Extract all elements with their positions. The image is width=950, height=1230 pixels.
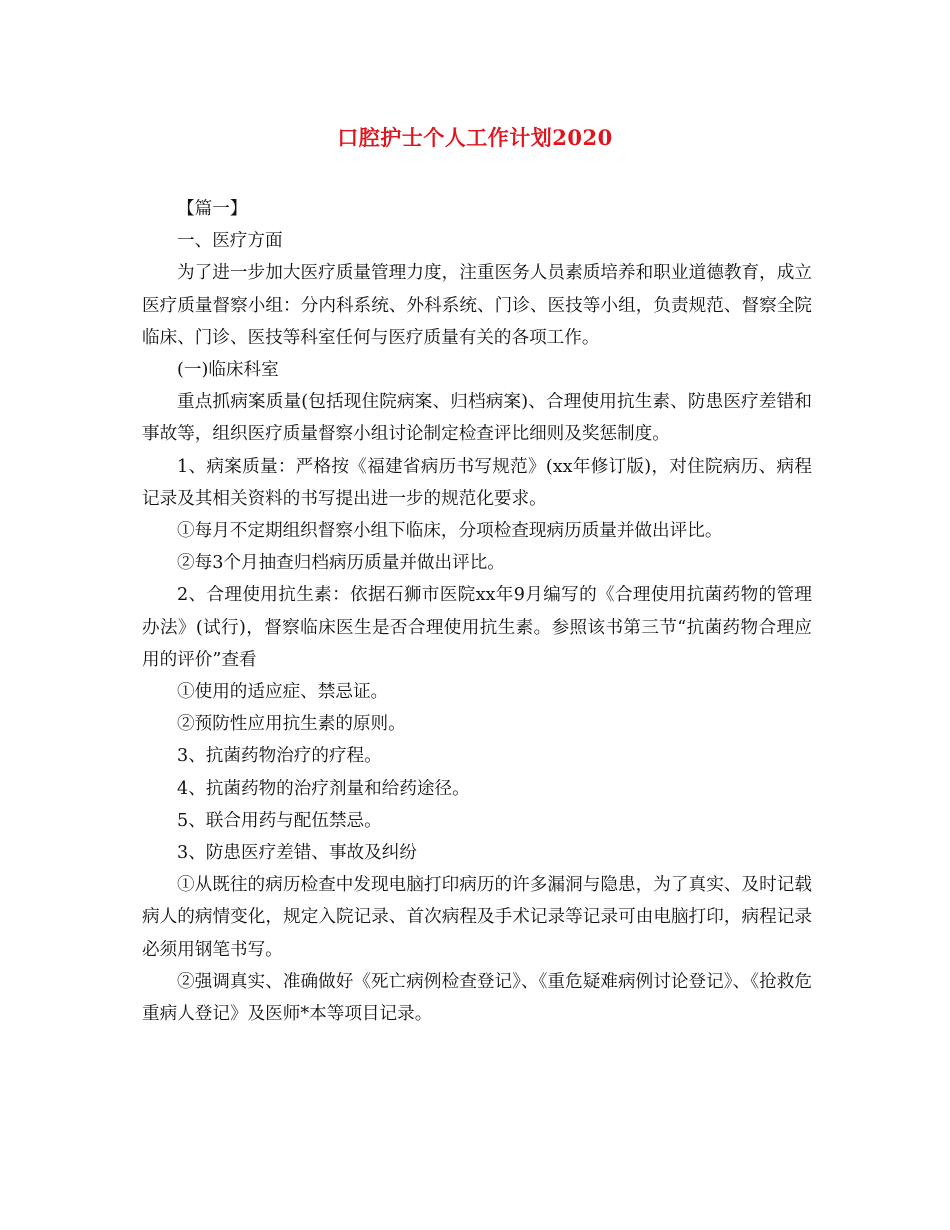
document-body	[142, 193, 812, 1030]
subsection-heading: 3、防患医疗差错、事故及纠纷	[177, 843, 417, 864]
document-title: 口腔护士个人工作计划2020	[337, 125, 613, 150]
subsection-heading: (一)临床科室	[177, 360, 279, 381]
list-item: ①使用的适应症、禁忌证。	[177, 682, 389, 703]
list-item: 4、抗菌药物的治疗剂量和给药途径。	[177, 778, 470, 799]
body-paragraph: 1、病案质量：严格按《福建省病历书写规范》(xx年修订版)，对住院病历、病程记录及其相关资料的书写提出进一步的规范化要求。	[142, 456, 812, 509]
list-item: ①从既往的病历检查中发现电脑打印病历的许多漏洞与隐患，为了真实、及时记载病人的病情变化，规定入院记录、首次病程及手术记录等记录可由电脑打印，病程记录必须用钢笔书写。	[142, 875, 812, 960]
body-paragraph: 重点抓病案质量(包括现住院病案、归档病案)、合理使用抗生素、防患医疗差错和事故等，组织医疗质量督察小组讨论制定检查评比细则及奖惩制度。	[142, 392, 812, 445]
body-paragraph: 2、合理使用抗生素：依据石狮市医院xx年9月编写的《合理使用抗菌药物的管理办法》(试行)，督察临床医生是否合理使用抗生素。参照该书第三节“抗菌药物合理应用的评价”查看	[142, 585, 812, 670]
list-item: 3、抗菌药物治疗的疗程。	[177, 746, 382, 767]
list-item: ①每月不定期组织督察小组下临床，分项检查现病历质量并做出评比。	[177, 521, 723, 542]
body-paragraph: 为了进一步加大医疗质量管理力度，注重医务人员素质培养和职业道德教育，成立医疗质量督察小组：分内科系统、外科系统、门诊、医技等小组，负责规范、督察全院临床、门诊、医技等科室任何与医疗质量有关的各项工作。	[142, 263, 812, 348]
list-item: 5、联合用药与配伍禁忌。	[177, 810, 382, 831]
list-item: ②预防性应用抗生素的原则。	[177, 714, 406, 735]
section-heading: 一、医疗方面	[177, 231, 283, 252]
list-item: ②强调真实、准确做好《死亡病例检查登记》、《重危疑难病例讨论登记》、《抢救危重病人登记》及医师*本等项目记录。	[142, 971, 812, 1025]
section-heading: 【篇一】	[177, 199, 248, 219]
list-item: ②每3个月抽查归档病历质量并做出评比。	[177, 553, 505, 574]
